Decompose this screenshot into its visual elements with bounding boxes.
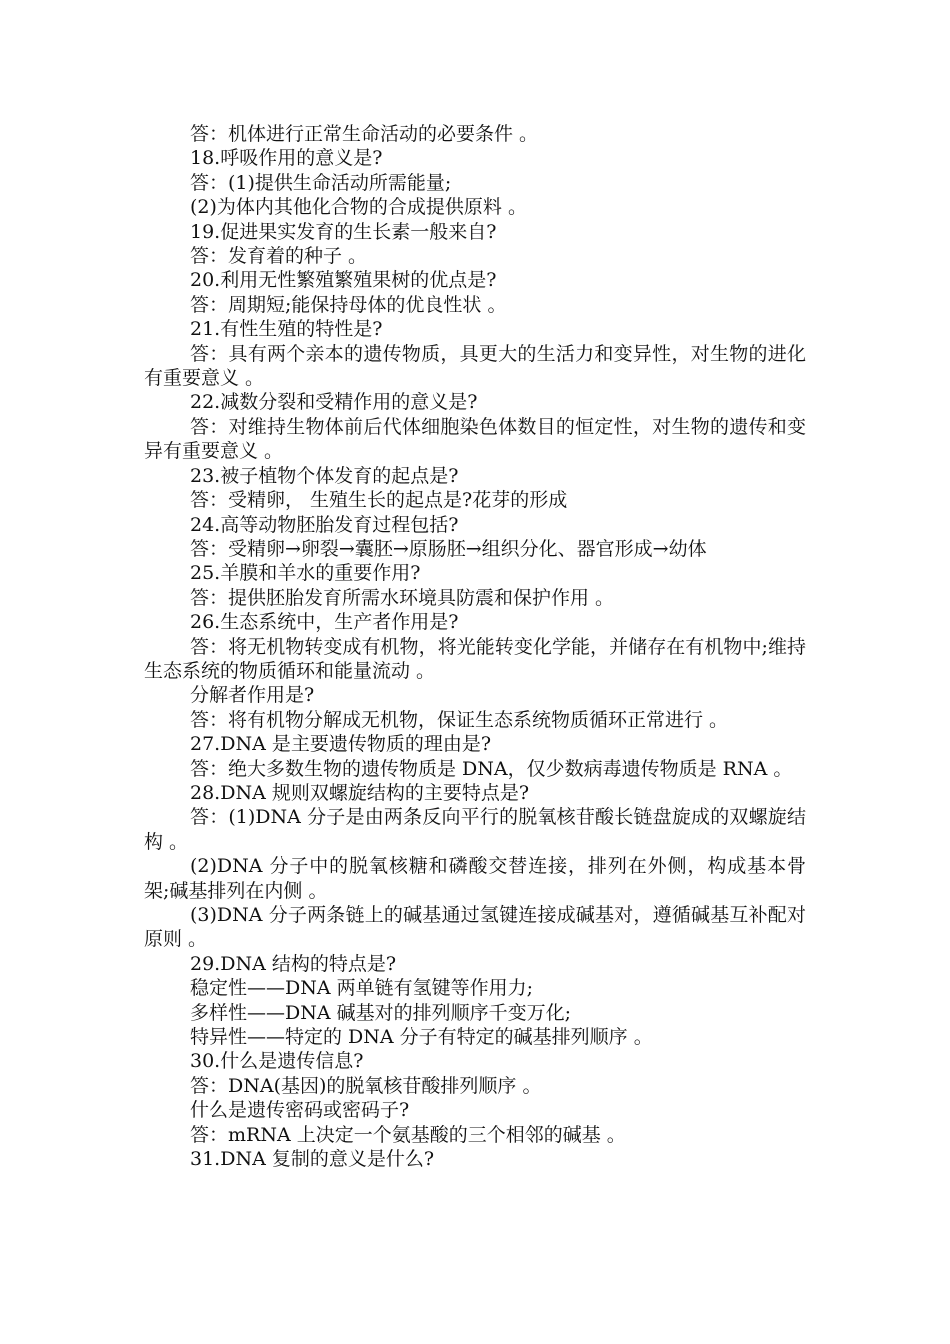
question-28: 28.DNA 规则双螺旋结构的主要特点是? — [190, 781, 530, 804]
paragraph: 答：机体进行正常生命活动的必要条件 。 — [190, 123, 539, 145]
answer-18-part-1: 答：(1)提供生命活动所需能量; — [190, 171, 452, 194]
answer-28-part-2: (2)DNA 分子中的脱氧核糖和磷酸交替连接，排列在外侧，构成基本骨架;碱基排列在内侧 。 — [144, 855, 806, 902]
answer-20: 答：周期短;能保持母体的优良性状 。 — [190, 293, 507, 316]
question-20: 20.利用无性繁殖繁殖果树的优点是? — [190, 269, 497, 292]
answer-29-specificity: 特异性——特定的 DNA 分子有特定的碱基排列顺序 。 — [190, 1026, 653, 1049]
question-24: 24.高等动物胚胎发育过程包括? — [190, 513, 459, 536]
question-22: 22.减数分裂和受精作用的意义是? — [190, 391, 478, 414]
answer-18-part-2: (2)为体内其他化合物的合成提供原料 。 — [190, 196, 527, 219]
answer-26-decomposer: 答：将有机物分解成无机物，保证生态系统物质循环正常进行 。 — [190, 708, 729, 731]
answer-22: 答：对维持生物体前后代体细胞染色体数目的恒定性，对生物的遗传和变异有重要意义 。 — [144, 415, 806, 463]
document-body — [144, 122, 806, 1171]
question-25: 25.羊膜和羊水的重要作用? — [190, 562, 421, 585]
answer-19: 答：发育着的种子 。 — [190, 245, 368, 268]
question-19: 19.促进果实发育的生长素一般来自? — [190, 220, 497, 243]
answer-25: 答：提供胚胎发育所需水环境具防震和保护作用 。 — [190, 586, 615, 609]
answer-27: 答：绝大多数生物的遗传物质是 DNA，仅少数病毒遗传物质是 RNA 。 — [190, 757, 793, 780]
answer-29-stability: 稳定性——DNA 两单链有氢键等作用力; — [190, 977, 534, 1000]
answer-28-part-1: 答：(1)DNA 分子是由两条反向平行的脱氧核苷酸长链盘旋成的双螺旋结构 。 — [144, 806, 806, 853]
answer-29-diversity: 多样性——DNA 碱基对的排列顺序千变万化; — [190, 1001, 572, 1024]
answer-23: 答：受精卵， 生殖生长的起点是?花芽的形成 — [190, 489, 568, 512]
answer-26-producer: 答：将无机物转变成有机物，将光能转变化学能，并储存在有机物中;维持生态系统的物质循环和能量流动 。 — [144, 635, 806, 682]
answer-28-part-3: (3)DNA 分子两条链上的碱基通过氢键连接成碱基对，遵循碱基互补配对原则 。 — [144, 904, 806, 951]
question-18: 18.呼吸作用的意义是? — [190, 147, 383, 170]
question-27: 27.DNA 是主要遗传物质的理由是? — [190, 733, 492, 756]
question-30: 30.什么是遗传信息? — [190, 1050, 364, 1073]
answer-30: 答：DNA(基因)的脱氧核苷酸排列顺序 。 — [190, 1074, 542, 1097]
question-26-decomposer: 分解者作用是? — [190, 684, 315, 707]
question-31: 31.DNA 复制的意义是什么? — [190, 1148, 435, 1171]
question-29: 29.DNA 结构的特点是? — [190, 952, 397, 975]
question-26: 26.生态系统中，生产者作用是? — [190, 611, 459, 634]
question-23: 23.被子植物个体发育的起点是? — [190, 464, 459, 487]
question-21: 21.有性生殖的特性是? — [190, 318, 383, 341]
answer-21: 答：具有两个亲本的遗传物质，具更大的生活力和变异性，对生物的进化有重要意义 。 — [144, 342, 806, 390]
answer-24: 答：受精卵→卵裂→囊胚→原肠胚→组织分化、器官形成→幼体 — [190, 537, 707, 560]
question-30-codon: 什么是遗传密码或密码子? — [190, 1099, 410, 1122]
answer-30-codon: 答：mRNA 上决定一个氨基酸的三个相邻的碱基 。 — [190, 1123, 626, 1146]
